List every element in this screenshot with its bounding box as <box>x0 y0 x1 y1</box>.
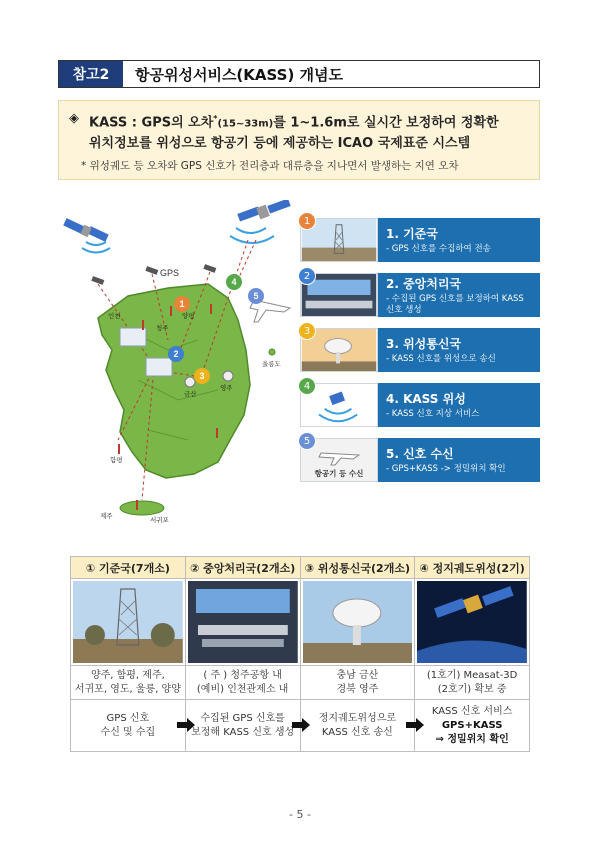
location-line: 충남 금산 <box>336 669 379 681</box>
location-line: 서귀포, 영도, 울릉, 양양 <box>74 683 181 695</box>
location-line: 경북 영주 <box>336 683 379 695</box>
step-desc: - KASS 신호를 위성으로 송신 <box>386 354 496 364</box>
page-number: - 5 - <box>289 808 311 821</box>
action-line: GPS+KASS <box>441 719 503 731</box>
marker-4: 4 <box>231 277 237 287</box>
step-title: 1. 기준국 <box>386 227 438 241</box>
step-reference-station <box>300 215 540 262</box>
section-title: 항공위성서비스(KASS) 개념도 <box>135 65 343 84</box>
marker-3: 3 <box>199 371 205 381</box>
gps-label: GPS <box>160 268 180 278</box>
step-signal-reception <box>300 435 540 482</box>
table-header-cell: ② 중앙처리국(2개소) <box>185 557 300 579</box>
components-table <box>70 556 530 752</box>
jeju-island-shape <box>120 501 164 515</box>
step-title: 2. 중앙처리국 <box>386 276 462 291</box>
place-label: 제주 <box>100 513 113 520</box>
step-kass-satellite <box>300 380 540 427</box>
action-line: GPS 신호 <box>106 712 150 724</box>
control-room-photo <box>188 581 298 663</box>
korea-map-illustration <box>58 200 298 530</box>
step-desc: - 수집된 GPS 신호를 보정하여 KASS 신호 생성 <box>386 293 524 315</box>
summary-line-2: 위치정보를 위성으로 항공기 등에 제공하는 ICAO 국제표준 시스템 <box>89 136 471 152</box>
process-steps <box>300 215 540 493</box>
action-line: 수신 및 수집 <box>100 726 156 738</box>
place-label: 양평 <box>182 313 195 320</box>
step-number: 3 <box>298 322 316 340</box>
step-title: 4. KASS 위성 <box>386 392 466 406</box>
place-label: 청주 <box>156 325 169 332</box>
action-line: 수집된 GPS 신호를 <box>200 712 285 724</box>
place-label: 함평 <box>110 457 123 464</box>
right-arrow-icon <box>406 718 424 732</box>
step-desc: - KASS 신호 지상 서비스 <box>386 409 480 419</box>
action-line: KASS 신호 서비스 <box>431 705 513 717</box>
summary-footnote: * 위성궤도 등 오차와 GPS 신호가 전리층과 대류층을 지나면서 발생하는 지연 오차 <box>81 160 459 173</box>
satellite-icon <box>230 200 291 243</box>
table-image-row <box>71 579 530 666</box>
section-tag: 참고2 <box>59 61 123 87</box>
place-label: 인천 <box>108 313 121 320</box>
step-desc: - GPS 신호를 수집하여 전송 <box>386 244 491 254</box>
uplink-dish-photo <box>303 581 413 663</box>
step-number: 1 <box>298 212 316 230</box>
step-number: 5 <box>298 432 316 450</box>
place-label: 울릉도 <box>262 361 281 368</box>
step-title: 5. 신호 수신 <box>386 447 454 461</box>
table-action-row <box>71 700 530 752</box>
step-number: 4 <box>298 377 316 395</box>
location-line: (1호기) Measat-3D <box>426 669 518 681</box>
step-central-processing <box>300 270 540 317</box>
place-label: 금산 <box>184 391 197 398</box>
footnote-mark: * <box>213 114 218 123</box>
action-line: 정지궤도위성으로 <box>318 712 397 724</box>
action-line: 보정해 KASS 신호 생성 <box>191 726 295 738</box>
table-location-row <box>71 666 530 700</box>
place-label: 서귀포 <box>150 517 169 524</box>
location-line: 양주, 함평, 제주, <box>90 669 165 681</box>
section-header <box>58 60 540 88</box>
step-desc: - GPS+KASS -> 정밀위치 확인 <box>386 464 506 474</box>
action-line: KASS 신호 송신 <box>321 726 393 738</box>
error-range: (15~33m) <box>217 118 274 130</box>
summary-text-b: 를 1~1.6m로 실시간 보정하여 정확한 <box>273 115 499 131</box>
right-arrow-icon <box>292 718 310 732</box>
location-line: ( 주 ) 청주공항 내 <box>203 669 282 681</box>
satellite-icon <box>63 218 110 252</box>
step-title: 3. 위성통신국 <box>386 337 462 351</box>
summary-line-1 <box>69 109 529 134</box>
marker-5: 5 <box>253 291 259 301</box>
location-line: (예비) 인천관제소 내 <box>196 683 289 695</box>
thumb-caption: 항공기 등 수신 <box>314 469 364 478</box>
reference-station-photo <box>73 581 183 663</box>
diamond-bullet-icon: ◈ <box>69 111 79 126</box>
place-label: 영주 <box>220 385 233 392</box>
summary-box <box>58 100 540 180</box>
step-number: 2 <box>298 267 316 285</box>
location-line: (2호기) 확보 중 <box>437 683 507 695</box>
marker-2: 2 <box>173 349 179 359</box>
table-header-cell: ③ 위성통신국(2개소) <box>300 557 415 579</box>
action-line: ⇒ 정밀위치 확인 <box>435 733 509 745</box>
marker-1: 1 <box>179 299 185 309</box>
geostationary-satellite-photo <box>417 581 527 663</box>
summary-text-a: KASS : GPS의 오차 <box>89 115 214 131</box>
step-uplink-station <box>300 325 540 372</box>
table-header-row <box>71 557 530 579</box>
table-header-cell: ① 기준국(7개소) <box>71 557 186 579</box>
right-arrow-icon <box>177 718 195 732</box>
table-header-cell: ④ 정지궤도위성(2기) <box>415 557 530 579</box>
